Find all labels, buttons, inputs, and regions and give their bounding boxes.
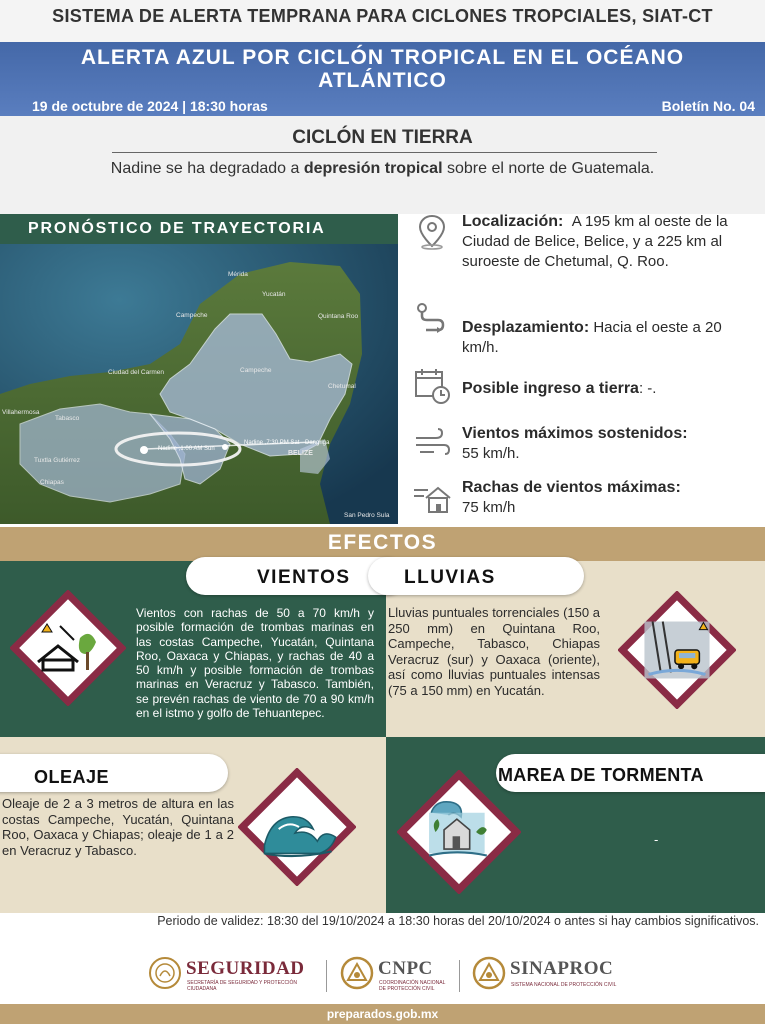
waves-title: OLEAJE [34, 767, 110, 787]
forecast-title: PRONÓSTICO DE TRAYECTORIA [28, 220, 326, 237]
map-label-chetumal: Chetumal [328, 383, 356, 390]
map-label-villahermosa: Villahermosa [2, 409, 40, 416]
landfall-label: Posible ingreso a tierra [462, 380, 639, 397]
winds-value: 55 km/h. [462, 445, 520, 462]
map-label-merida: Mérida [228, 271, 248, 278]
gusts-label: Rachas de vientos máximas: [462, 479, 681, 496]
logo-divider-1 [326, 960, 327, 992]
status-text [0, 160, 765, 178]
map-label-yucatan: Yucatán [262, 291, 286, 298]
rain-text: Lluvias puntuales torrenciales (150 a 250 mm) en Quintana Roo, Campeche, Tabasco, Chiapas Veracruz (sur) y Oaxaca (oriente), así como lluvias puntuales intensas (75 a 150 mm) en Yucatán. [388, 605, 600, 698]
rain-title: LLUVIAS [404, 567, 496, 588]
validity-text: Periodo de validez: 18:30 del 19/10/2024 a 18:30 horas del 20/10/2024 o antes si hay cambios significativos. [157, 914, 759, 928]
calendar-clock-icon [412, 366, 452, 406]
cnpc-seal-icon [340, 956, 374, 990]
logo-divider-2 [459, 960, 460, 992]
status-text-end: sobre el norte de Guatemala. [442, 160, 655, 177]
map-label-san-pedro: San Pedro Sula [344, 512, 390, 519]
gust-house-icon [412, 478, 452, 518]
bulletin-number: Boletín No. 04 [661, 98, 755, 114]
location-pin-icon [412, 212, 452, 252]
map-label-tabasco: Tabasco [55, 415, 80, 422]
logo-sinaproc-name: SINAPROC [510, 958, 614, 979]
system-title: SISTEMA DE ALERTA TEMPRANA PARA CICLONES TROPCIALES, SIAT-CT [52, 6, 713, 26]
location-text [462, 212, 758, 272]
winds-text [462, 424, 758, 464]
status-divider [112, 152, 657, 153]
logo-cnpc-sub: COORDINACIÓN NACIONAL DE PROTECCIÓN CIVIL [379, 980, 446, 992]
website-link[interactable]: preparados.gob.mx [326, 1007, 439, 1021]
status-text-bold: depresión tropical [303, 160, 443, 177]
movement-value: Hacia el oeste a 20 km/h. [462, 319, 722, 356]
map-label-quintana-roo: Quintana Roo [318, 313, 359, 320]
movement-label: Desplazamiento: [462, 319, 590, 336]
gusts-text [462, 478, 758, 518]
map-label-campeche-city: Campeche [176, 312, 208, 319]
route-icon [412, 300, 452, 340]
status-title: CICLÓN EN TIERRA [292, 127, 473, 148]
wave-diamond-icon [238, 768, 356, 886]
landfall-text [462, 379, 758, 399]
surge-text: - [654, 832, 659, 847]
logo-cnpc-name: CNPC [378, 958, 433, 979]
landfall-value: : -. [638, 380, 657, 397]
logo-seguridad-name: SEGURIDAD [186, 958, 305, 979]
wind-icon [412, 424, 452, 464]
car-rain-diamond-icon [618, 591, 736, 709]
logo-sinaproc-sub: SISTEMA NACIONAL DE PROTECCIÓN CIVIL [511, 982, 617, 988]
winds-text: Vientos con rachas de 50 a 70 km/h y posible formación de trombas marinas en las costas Campeche, Yucatán, Quintana Roo, Oaxaca y Chiapas, y rachas de 40 a 50 km/h y posible formación de trombas marinas en Veracruz y Tabasco. También, se prevén rachas de viento de 70 a 90 km/h en el istmo y golfo de Tehuantepec. [136, 606, 374, 721]
waves-text: Oleaje de 2 a 3 metros de altura en las costas Campeche, Yucatán, Quintana Roo, Oaxaca y Chiapas; oleaje de 1 a 2 en Veracruz y Tabasco. [2, 796, 234, 858]
gusts-value: 75 km/h [462, 499, 516, 516]
map-label-belize: BELIZE [288, 450, 313, 457]
winds-title: VIENTOS [257, 567, 351, 588]
movement-text [462, 318, 758, 358]
bulletin-date: 19 de octubre de 2024 | 18:30 horas [32, 98, 268, 114]
storm-surge-house-diamond-icon [397, 770, 521, 894]
location-value: A 195 km al oeste de la Ciudad de Belice, Belice, y a 225 km al suroeste de Chetumal, Q. Roo. [462, 213, 728, 270]
trajectory-map [0, 244, 398, 524]
track-label-3: Dangriga [305, 440, 330, 446]
map-label-carmen: Ciudad del Carmen [108, 369, 165, 376]
seguridad-seal-icon [148, 956, 182, 990]
track-label-1: Nadine ,1:00 AM Sun [158, 446, 215, 452]
validity-period [0, 914, 765, 928]
wind-house-diamond-icon [10, 590, 126, 706]
map-label-tuxtla: Tuxtla Gutiérrez [34, 457, 80, 464]
logo-seguridad-sub: SECRETARÍA DE SEGURIDAD Y PROTECCIÓN CIUDADANA [187, 980, 298, 992]
map-label-chiapas: Chiapas [40, 479, 64, 486]
forecast-header [0, 214, 398, 244]
alert-title: ALERTA AZUL POR CICLÓN TROPICAL EN EL OCÉANO ATLÁNTICO [80, 46, 685, 92]
track-label-2: Nadine ,7:30 PM Sat [244, 440, 300, 446]
location-label: Localización: [462, 213, 564, 230]
map-label-campeche-state: Campeche [240, 367, 272, 374]
surge-title: MAREA DE TORMENTA [498, 765, 704, 785]
effects-title: EFECTOS [327, 531, 438, 554]
status-text-start: Nadine se ha degradado a [110, 160, 304, 177]
sinaproc-seal-icon [472, 956, 506, 990]
winds-label: Vientos máximos sostenidos: [462, 425, 688, 442]
storm-center-icon [140, 446, 148, 454]
